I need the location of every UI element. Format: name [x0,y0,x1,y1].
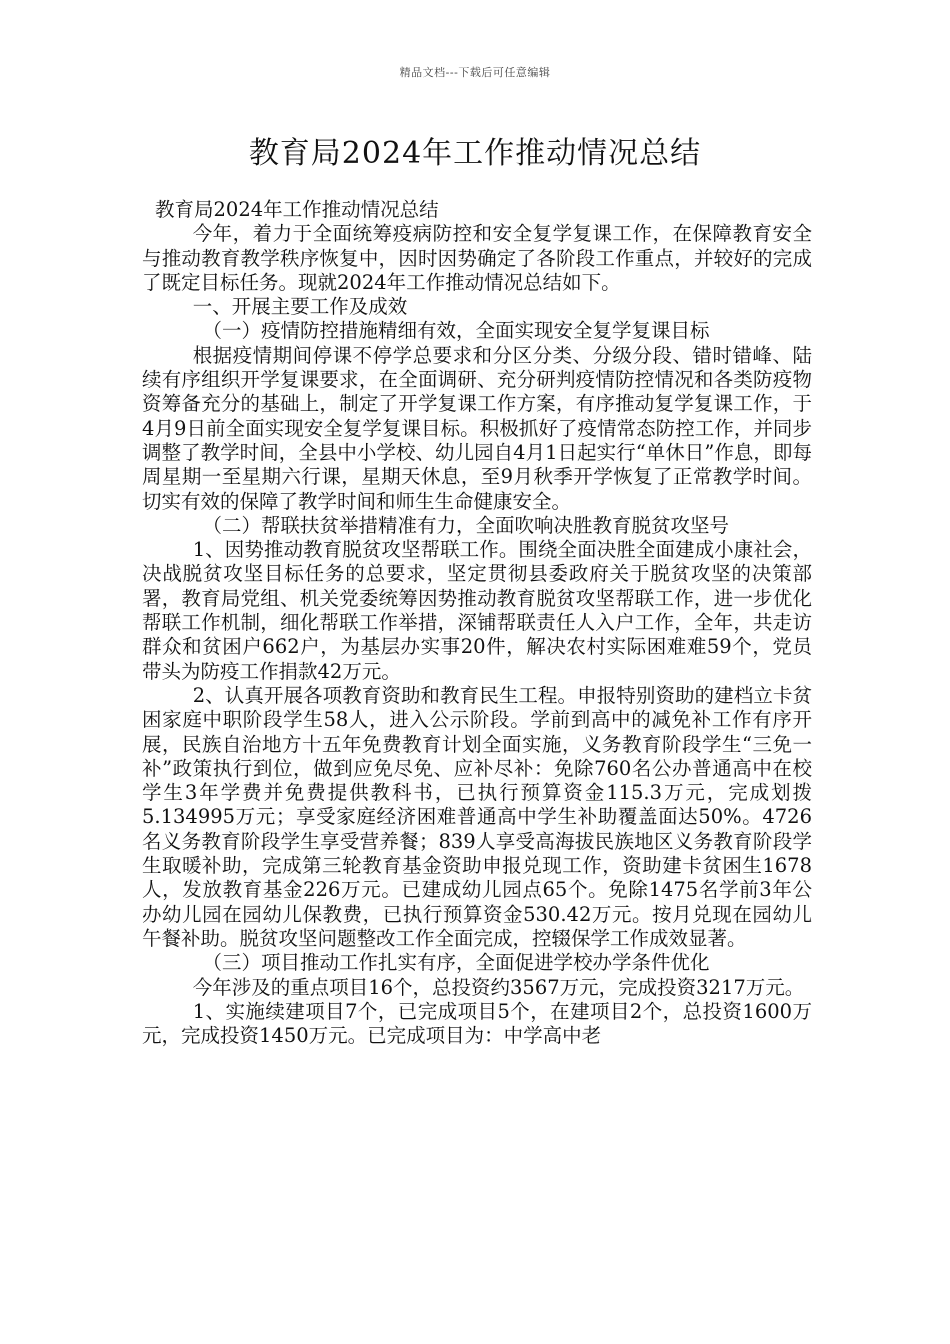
section-heading: 一、开展主要工作及成效 [192,295,408,319]
document-body [142,198,812,1048]
subsection-heading: （一）疫情防控措施精细有效，全面实现安全复学复课目标 [202,319,710,343]
document-title: 教育局2024年工作推动情况总结 [248,136,702,171]
paragraph: 今年涉及的重点项目16个，总投资约3567万元，完成投资3217万元。 [192,975,805,999]
paragraph: 2、认真开展各项教育资助和教育民生工程。申报特别资助的建档立卡贫困家庭中职阶段学生58人，进入公示阶段。学前到高中的减免补工作有序开展，民族自治地方十五年免费教育计划全面实施，义务教育阶段学生“三免一补”政策执行到位，做到应免尽免、应补尽补：免除760名公办普通高中在校学生3年学费并免费提供教科书，已执行预算资金115.3万元，完成划拨5.134995万元；享受家庭经济困难普通高中学生补助覆盖面达50%。4726名义务教育阶段学生享受营养餐；839人享受高海拔民族地区义务教育阶段学生取暖补助，完成第三轮教育基金资助申报兑现工作，资助建卡贫困生1678人，发放教育基金226万元。已建成幼儿园点65个。免除1475名学前3年公办幼儿园在园幼儿保教费，已执行预算资金530.42万元。按月兑现在园幼儿午餐补助。脱贫攻坚问题整改工作全面完成，控辍保学工作成效显著。 [142,683,812,950]
subsection-heading: （三）项目推动工作扎实有序，全面促进学校办学条件优化 [202,951,710,975]
paragraph: 1、实施续建项目7个，已完成项目5个，在建项目2个，总投资1600万元，完成投资1450万元。已完成项目为：中学高中老 [142,999,812,1048]
paragraph: 根据疫情期间停课不停学总要求和分区分类、分级分段、错时错峰、陆续有序组织开学复课要求，在全面调研、充分研判疫情防控情况和各类防疫物资筹备充分的基础上，制定了开学复课工作方案，有序推动复学复课工作，于4月9日前全面实现安全复学复课目标。积极抓好了疫情常态防控工作，并同步调整了教学时间，全县中小学校、幼儿园自4月1日起实行“单休日”作息，即每周星期一至星期六行课，星期天休息，至9月秋季开学恢复了正常教学时间。切实有效的保障了教学时间和师生生命健康安全。 [142,343,812,513]
paragraph: 今年，着力于全面统筹疫病防控和安全复学复课工作，在保障教育安全与推动教育教学秩序恢复中，因时因势确定了各阶段工作重点，并较好的完成了既定目标任务。现就2024年工作推动情况总结如下。 [142,222,812,294]
page-header: 精品文档---下载后可任意编辑 [399,66,551,79]
paragraph: 1、因势推动教育脱贫攻坚帮联工作。围绕全面决胜全面建成小康社会，决战脱贫攻坚目标任务的总要求，坚定贯彻县委政府关于脱贫攻坚的决策部署，教育局党组、机关党委统筹因势推动教育脱贫攻坚帮联工作，进一步优化帮联工作机制，细化帮联工作举措，深铺帮联责任人入户工作，全年，共走访群众和贫困户662户，为基层办实事20件，解决农村实际困难难59个，党员带头为防疫工作捐款42万元。 [142,538,812,683]
paragraph: 教育局2024年工作推动情况总结 [155,198,439,221]
subsection-heading: （二）帮联扶贫举措精准有力，全面吹响决胜教育脱贫攻坚号 [202,513,729,537]
